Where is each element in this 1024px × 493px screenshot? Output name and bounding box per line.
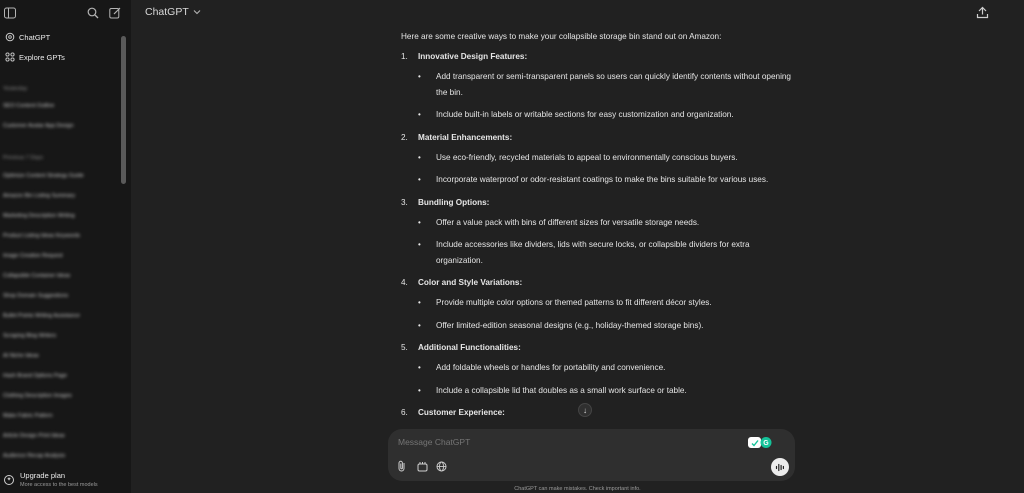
section-number: 2. bbox=[401, 132, 408, 142]
list-section bbox=[401, 342, 801, 398]
history-item[interactable]: Product Listing Ideas Keywords bbox=[3, 233, 81, 239]
history-item[interactable]: SEO Content Outline bbox=[3, 103, 55, 109]
message-intro: Here are some creative ways to make your collapsible storage bin stand out on Amazon: bbox=[401, 32, 722, 41]
history-item[interactable]: Bullet Points Writing Assistance bbox=[3, 313, 80, 319]
sidebar-item-explore-gpts[interactable] bbox=[0, 47, 122, 67]
list-section bbox=[401, 197, 801, 269]
chevron-down-icon bbox=[193, 6, 201, 18]
voice-waveform-icon bbox=[775, 463, 785, 472]
list-item: • Include built-in labels or writable sections for easy customization and organization. bbox=[401, 109, 801, 123]
bullet-text: Add foldable wheels or handles for portability and convenience. bbox=[436, 363, 666, 372]
history-item[interactable]: Marketing Description Writing bbox=[3, 213, 75, 219]
share-icon[interactable] bbox=[976, 6, 990, 20]
svg-text:G: G bbox=[763, 440, 769, 447]
bullet-text: Offer a value pack with bins of different sizes for versatile storage needs. bbox=[436, 217, 700, 227]
list-item: • Provide multiple color options or themed patterns to fit different décor styles. bbox=[401, 297, 801, 311]
paperclip-icon[interactable] bbox=[396, 460, 408, 472]
disclaimer-text: ChatGPT can make mistakes. Check important info. bbox=[514, 486, 641, 492]
upgrade-plan-button[interactable] bbox=[0, 466, 131, 493]
sidebar-item-chatgpt[interactable] bbox=[0, 27, 122, 47]
list-item: • Add transparent or semi-transparent panels so users can quickly identify contents without opening the bin. bbox=[401, 71, 801, 100]
history-item[interactable]: Amazon Bin Listing Summary bbox=[3, 193, 76, 199]
scroll-down-button[interactable] bbox=[578, 403, 592, 417]
sidebar-item-label: Explore GPTs bbox=[19, 52, 65, 62]
history-item[interactable]: Clothing Description Images bbox=[3, 393, 72, 399]
list-section bbox=[401, 277, 801, 333]
section-title: Additional Functionalities: bbox=[418, 343, 521, 352]
sidebar bbox=[0, 0, 131, 493]
assistant-message bbox=[401, 31, 801, 450]
section-title: Material Enhancements: bbox=[418, 132, 513, 142]
section-number: 4. bbox=[401, 278, 408, 287]
history-item[interactable]: AI Niche Ideas bbox=[3, 353, 39, 359]
grid-icon bbox=[4, 52, 15, 63]
history-item[interactable]: Hash Brand Options Page bbox=[3, 373, 67, 379]
history-item[interactable]: Optimize Content Strategy Guide bbox=[3, 173, 84, 179]
section-number: 3. bbox=[401, 197, 408, 207]
bullet-text: Offer limited-edition seasonal designs (e.g., holiday-themed storage bins). bbox=[436, 320, 704, 330]
sidebar-header bbox=[0, 0, 131, 26]
history-item[interactable]: Shop Domain Suggestions bbox=[3, 293, 69, 299]
bullet-text: Add transparent or semi-transparent panels so users can quickly identify contents without opening the bin. bbox=[436, 72, 791, 97]
bullet-text: Include a collapsible lid that doubles as a small work surface or table. bbox=[436, 385, 687, 395]
history-item[interactable]: Scraping Blog Writers bbox=[3, 333, 57, 339]
sidebar-toggle-icon[interactable] bbox=[2, 5, 18, 21]
bullet-text: Incorporate waterproof or odor-resistant coatings to make the bins suitable for various uses. bbox=[436, 175, 769, 184]
section-title: Bundling Options: bbox=[418, 197, 490, 207]
section-number: 5. bbox=[401, 343, 408, 352]
list-section bbox=[401, 51, 801, 123]
bullet-text: Provide multiple color options or themed patterns to fit different décor styles. bbox=[436, 298, 712, 307]
history-item[interactable]: Collapsible Container Ideas bbox=[3, 273, 71, 279]
sidebar-scrollbar[interactable] bbox=[121, 36, 126, 184]
section-title: Customer Experience: bbox=[418, 408, 505, 417]
bullet-text: Include accessories like dividers, lids with secure locks, or collapsible dividers for extra organization. bbox=[436, 240, 750, 265]
list-item: • Include accessories like dividers, lids with secure locks, or collapsible dividers for extra organization. bbox=[401, 239, 801, 268]
history-group-label: Yesterday bbox=[3, 86, 28, 92]
history-item[interactable]: Make Fabric Pattern bbox=[3, 413, 53, 419]
upgrade-title: Upgrade plan bbox=[20, 471, 66, 480]
section-number: 6. bbox=[401, 408, 408, 417]
section-title: Innovative Design Features: bbox=[418, 52, 528, 61]
list-item: • Incorporate waterproof or odor-resistant coatings to make the bins suitable for various uses. bbox=[401, 174, 801, 188]
list-item: • Offer limited-edition seasonal designs (e.g., holiday-themed storage bins). bbox=[401, 320, 801, 334]
list-item: • Add foldable wheels or handles for portability and convenience. bbox=[401, 362, 801, 376]
chatgpt-logo-icon bbox=[4, 32, 15, 43]
history-item[interactable]: Image Creation Request bbox=[3, 253, 63, 259]
history-group-label: Previous 7 Days bbox=[3, 155, 44, 161]
model-selector[interactable] bbox=[145, 6, 201, 18]
section-title: Color and Style Variations: bbox=[418, 278, 523, 287]
list-section bbox=[401, 132, 801, 188]
sidebar-item-label: ChatGPT bbox=[19, 32, 51, 42]
model-name: ChatGPT bbox=[145, 6, 189, 18]
list-item: • Use eco-friendly, recycled materials to appeal to environmentally conscious buyers. bbox=[401, 152, 801, 166]
section-number: 1. bbox=[401, 52, 408, 61]
bullet-text: Include built-in labels or writable sections for easy customization and organization. bbox=[436, 110, 734, 119]
main-panel bbox=[131, 0, 1024, 493]
list-item: • Offer a value pack with bins of different sizes for versatile storage needs. bbox=[401, 217, 801, 231]
grammarly-icon[interactable] bbox=[748, 436, 773, 449]
upgrade-subtitle: More access to the best models bbox=[20, 482, 98, 488]
globe-icon[interactable] bbox=[435, 460, 447, 472]
message-input[interactable] bbox=[398, 437, 698, 447]
bullet-text: Use eco-friendly, recycled materials to appeal to environmentally conscious buyers. bbox=[436, 152, 738, 162]
history-item[interactable]: Customer Avatar App Design bbox=[3, 123, 74, 129]
new-chat-icon[interactable] bbox=[107, 5, 123, 21]
history-item[interactable]: Article Design Print Ideas bbox=[3, 433, 65, 439]
message-composer bbox=[388, 429, 795, 481]
arrow-down-icon: ↓ bbox=[583, 405, 587, 415]
voice-mode-button[interactable] bbox=[771, 458, 789, 476]
list-item: • Include a collapsible lid that doubles as a small work surface or table. bbox=[401, 385, 801, 399]
tools-icon[interactable] bbox=[416, 460, 428, 472]
upgrade-icon: ✦ bbox=[4, 475, 14, 485]
history-item[interactable]: Audience Recap Analysis bbox=[3, 453, 66, 459]
search-icon[interactable] bbox=[85, 5, 101, 21]
